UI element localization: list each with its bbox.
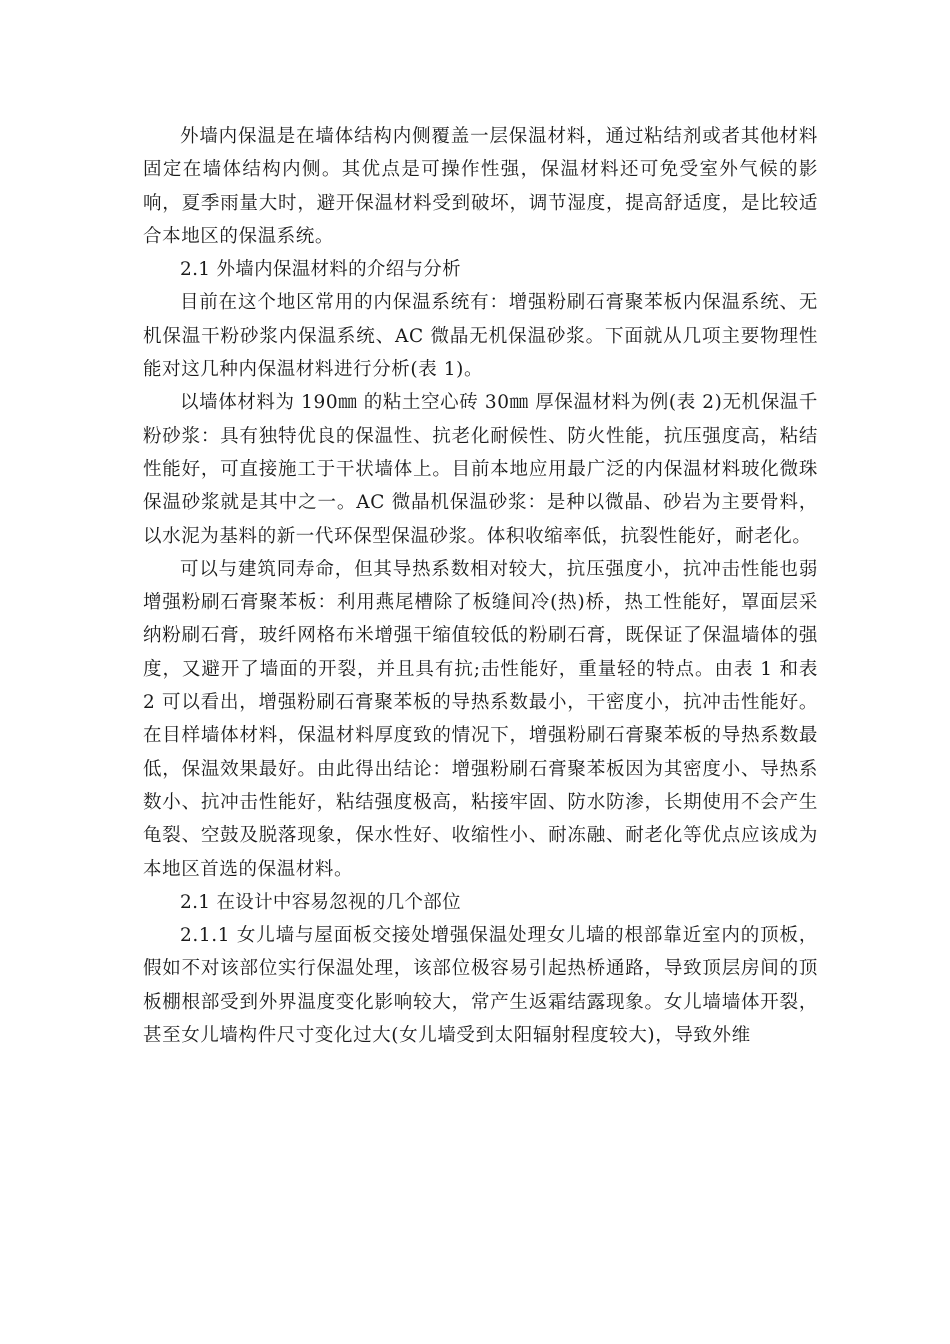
paragraph-inorganic-mortar: 以墙体材料为 190㎜ 的粘土空心砖 30㎜ 厚保温材料为例(表 2)无机保温千粉砂浆：具有独特优良的保温性、抗老化耐候性、防火性能，抗压强度高，粘结性能好，可直接施工于干状墙体上。目前本地应用最广泛的内保温材料玻化微珠保温砂浆就是其中之一。AC 微晶机保温砂浆：是种以微晶、砂岩为主要骨料，以水泥为基料的新一代环保型保温砂浆。体积收缩率低，抗裂性能好，耐老化。 <box>143 392 818 547</box>
paragraph-parapet-junction: 2.1.1 女儿墙与屋面板交接处增强保温处理女儿墙的根部靠近室内的顶板，假如不对该部位实行保温处理，该部位极容易引起热桥通路，导致顶层房间的顶板棚根部受到外界温度变化影响较大，常产生返霜结露现象。女儿墙墙体开裂，甚至女儿墙构件尺寸变化过大(女儿墙受到太阳辐射程度较大)，导致外维 <box>143 925 818 1047</box>
document-body <box>143 120 818 1052</box>
section-heading-materials: 2.1 外墙内保温材料的介绍与分析 <box>180 259 461 281</box>
paragraph-interior-insulation-intro: 外墙内保温是在墙体结构内侧覆盖一层保温材料，通过粘结剂或者其他材料固定在墙体结构内侧。其优点是可操作性强，保温材料还可免受室外气候的影响，夏季雨量大时，避开保温材料受到破坏，调节湿度，提高舒适度，是比较适合本地区的保温系统。 <box>143 126 818 247</box>
paragraph-gypsum-eps-board: 可以与建筑同寿命，但其导热系数相对较大，抗压强度小，抗冲击性能也弱增强粉刷石膏聚苯板：利用燕尾槽除了板缝间冷(热)桥，热工性能好，罩面层采纳粉刷石膏，玻纤网格布米增强干缩值较低的粉刷石膏，既保证了保温墙体的强度，又避开了墙面的开裂，并且具有抗;击性能好，重量轻的特点。由表 1 和表 2 可以看出，增强粉刷石膏聚苯板的导热系数最小，干密度小，抗冲击性能好。在目样墙体材料，保温材料厚度致的情况下，增强粉刷石膏聚苯板的导热系数最低，保温效果最好。由此得出结论：增强粉刷石膏聚苯板因为其密度小、导热系数小、抗冲击性能好，粘结强度极高，粘接牢固、防水防渗，长期使用不会产生龟裂、空鼓及脱落现象，保水性好、收缩性小、耐冻融、耐老化等优点应该成为本地区首选的保温材料。 <box>143 558 818 880</box>
section-heading-overlooked-parts: 2.1 在设计中容易忽视的几个部位 <box>180 891 461 913</box>
paragraph-common-systems: 目前在这个地区常用的内保温系统有：增强粉刷石膏聚苯板内保温系统、无机保温干粉砂浆内保温系统、AC 微晶无机保温砂浆。下面就从几项主要物理性能对这几种内保温材料进行分析(表 1)。 <box>143 292 818 381</box>
